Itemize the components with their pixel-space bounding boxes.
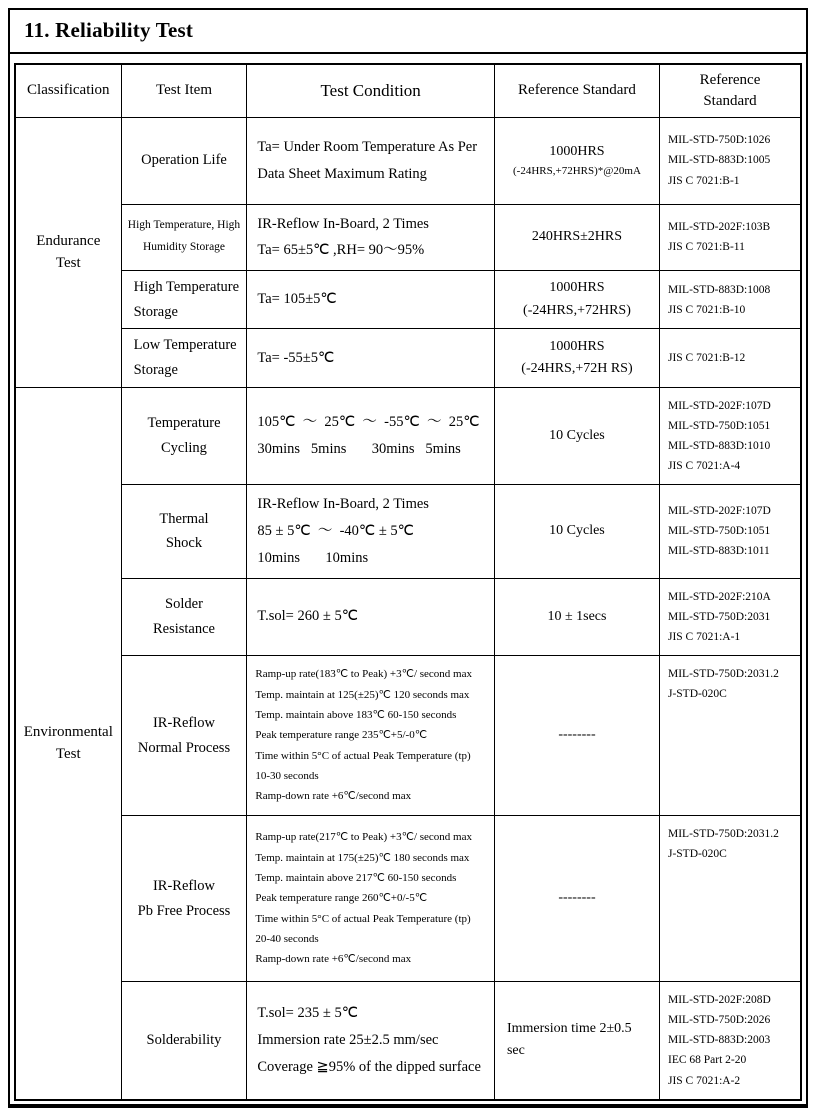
table-row	[15, 271, 801, 329]
table-row	[15, 485, 801, 578]
reference-standard-cell: 1000HRS (-24HRS,+72HRS)*@20mA	[494, 117, 659, 204]
table-row	[15, 982, 801, 1100]
column-header: Test Condition	[247, 64, 495, 117]
test-condition-cell: IR-Reflow In-Board, 2 Times Ta= 65±5℃ ,RH= 90～95%	[247, 204, 495, 271]
test-item-cell: High Temperature Storage	[121, 271, 247, 329]
column-header: Classification	[15, 64, 121, 117]
reference-standard-list-cell: MIL-STD-750D:1026 MIL-STD-883D:1005 JIS C 7021:B-1	[659, 117, 801, 204]
table-row	[15, 204, 801, 271]
reference-standard-cell: 10 Cycles	[494, 387, 659, 485]
column-header: Test Item	[121, 64, 247, 117]
table-header	[15, 64, 801, 117]
classification-cell: Environmental Test	[15, 387, 121, 1099]
table-row	[15, 816, 801, 982]
table-row	[15, 656, 801, 816]
header-row	[15, 64, 801, 117]
test-condition-cell: Ta= 105±5℃	[247, 271, 495, 329]
test-condition-cell: T.sol= 235 ± 5℃ Immersion rate 25±2.5 mm/sec Coverage ≧95% of the dipped surface	[247, 982, 495, 1100]
test-item-cell: IR-Reflow Normal Process	[121, 656, 247, 816]
test-condition-cell: T.sol= 260 ± 5℃	[247, 578, 495, 655]
column-header: Reference Standard	[494, 64, 659, 117]
test-item-cell: Low Temperature Storage	[121, 329, 247, 387]
reference-standard-list-cell: MIL-STD-202F:107D MIL-STD-750D:1051 MIL-STD-883D:1010 JIS C 7021:A-4	[659, 387, 801, 485]
reference-standard-list-cell: MIL-STD-202F:107D MIL-STD-750D:1051 MIL-STD-883D:1011	[659, 485, 801, 578]
reference-standard-list-cell: MIL-STD-883D:1008 JIS C 7021:B-10	[659, 271, 801, 329]
table-body	[15, 117, 801, 1100]
table-row	[15, 329, 801, 387]
test-condition-cell: Ta= Under Room Temperature As Per Data Sheet Maximum Rating	[247, 117, 495, 204]
reference-standard-cell: Immersion time 2±0.5 sec	[494, 982, 659, 1100]
test-condition-cell: Ramp-up rate(217℃ to Peak) +3℃/ second max Temp. maintain at 175(±25)℃ 180 seconds max Temp. maintain above 217℃ 60-150 seconds Peak temperature range 260℃+0/-5℃ Time within 5°C of actual Peak Temperature (tp) 20-40 seconds Ramp-down rate +6℃/second max	[247, 816, 495, 982]
table-row	[15, 578, 801, 655]
classification-cell: Endurance Test	[15, 117, 121, 387]
reference-standard-cell: 1000HRS (-24HRS,+72HRS)	[494, 271, 659, 329]
test-condition-cell: 105℃ ～ 25℃ ～ -55℃ ～ 25℃ 30mins 5mins 30mins 5mins	[247, 387, 495, 485]
column-header: Reference Standard	[659, 64, 801, 117]
reference-standard-list-cell: MIL-STD-750D:2031.2 J-STD-020C	[659, 816, 801, 982]
reference-standard-list-cell: MIL-STD-202F:210A MIL-STD-750D:2031 JIS C 7021:A-1	[659, 578, 801, 655]
test-item-cell: Thermal Shock	[121, 485, 247, 578]
reference-standard-list-cell: MIL-STD-202F:208D MIL-STD-750D:2026 MIL-STD-883D:2003 IEC 68 Part 2-20 JIS C 7021:A-2	[659, 982, 801, 1100]
reference-standard-list-cell: JIS C 7021:B-12	[659, 329, 801, 387]
reliability-test-table	[14, 63, 802, 1101]
test-condition-cell: IR-Reflow In-Board, 2 Times 85 ± 5℃ ～ -40℃ ± 5℃ 10mins 10mins	[247, 485, 495, 578]
test-item-cell: Temperature Cycling	[121, 387, 247, 485]
reference-standard-list-cell: MIL-STD-750D:2031.2 J-STD-020C	[659, 656, 801, 816]
reference-standard-cell: 10 Cycles	[494, 485, 659, 578]
test-condition-cell: Ta= -55±5℃	[247, 329, 495, 387]
test-item-cell: Solder Resistance	[121, 578, 247, 655]
test-item-cell: IR-Reflow Pb Free Process	[121, 816, 247, 982]
reference-standard-list-cell: MIL-STD-202F:103B JIS C 7021:B-11	[659, 204, 801, 271]
reference-standard-cell: 10 ± 1secs	[494, 578, 659, 655]
reference-standard-cell: 1000HRS (-24HRS,+72H RS)	[494, 329, 659, 387]
test-item-cell: Solderability	[121, 982, 247, 1100]
reference-standard-cell: --------	[494, 656, 659, 816]
table-row	[15, 117, 801, 204]
test-item-cell: High Temperature, High Humidity Storage	[121, 204, 247, 271]
reference-standard-cell: --------	[494, 816, 659, 982]
page-title: 11. Reliability Test	[10, 10, 806, 54]
reference-standard-cell: 240HRS±2HRS	[494, 204, 659, 271]
test-condition-cell: Ramp-up rate(183℃ to Peak) +3℃/ second max Temp. maintain at 125(±25)℃ 120 seconds max Temp. maintain above 183℃ 60-150 seconds Peak temperature range 235℃+5/-0℃ Time within 5°C of actual Peak Temperature (tp) 10-30 seconds Ramp-down rate +6℃/second max	[247, 656, 495, 816]
test-item-cell: Operation Life	[121, 117, 247, 204]
document-page	[8, 8, 808, 1108]
table-row	[15, 387, 801, 485]
